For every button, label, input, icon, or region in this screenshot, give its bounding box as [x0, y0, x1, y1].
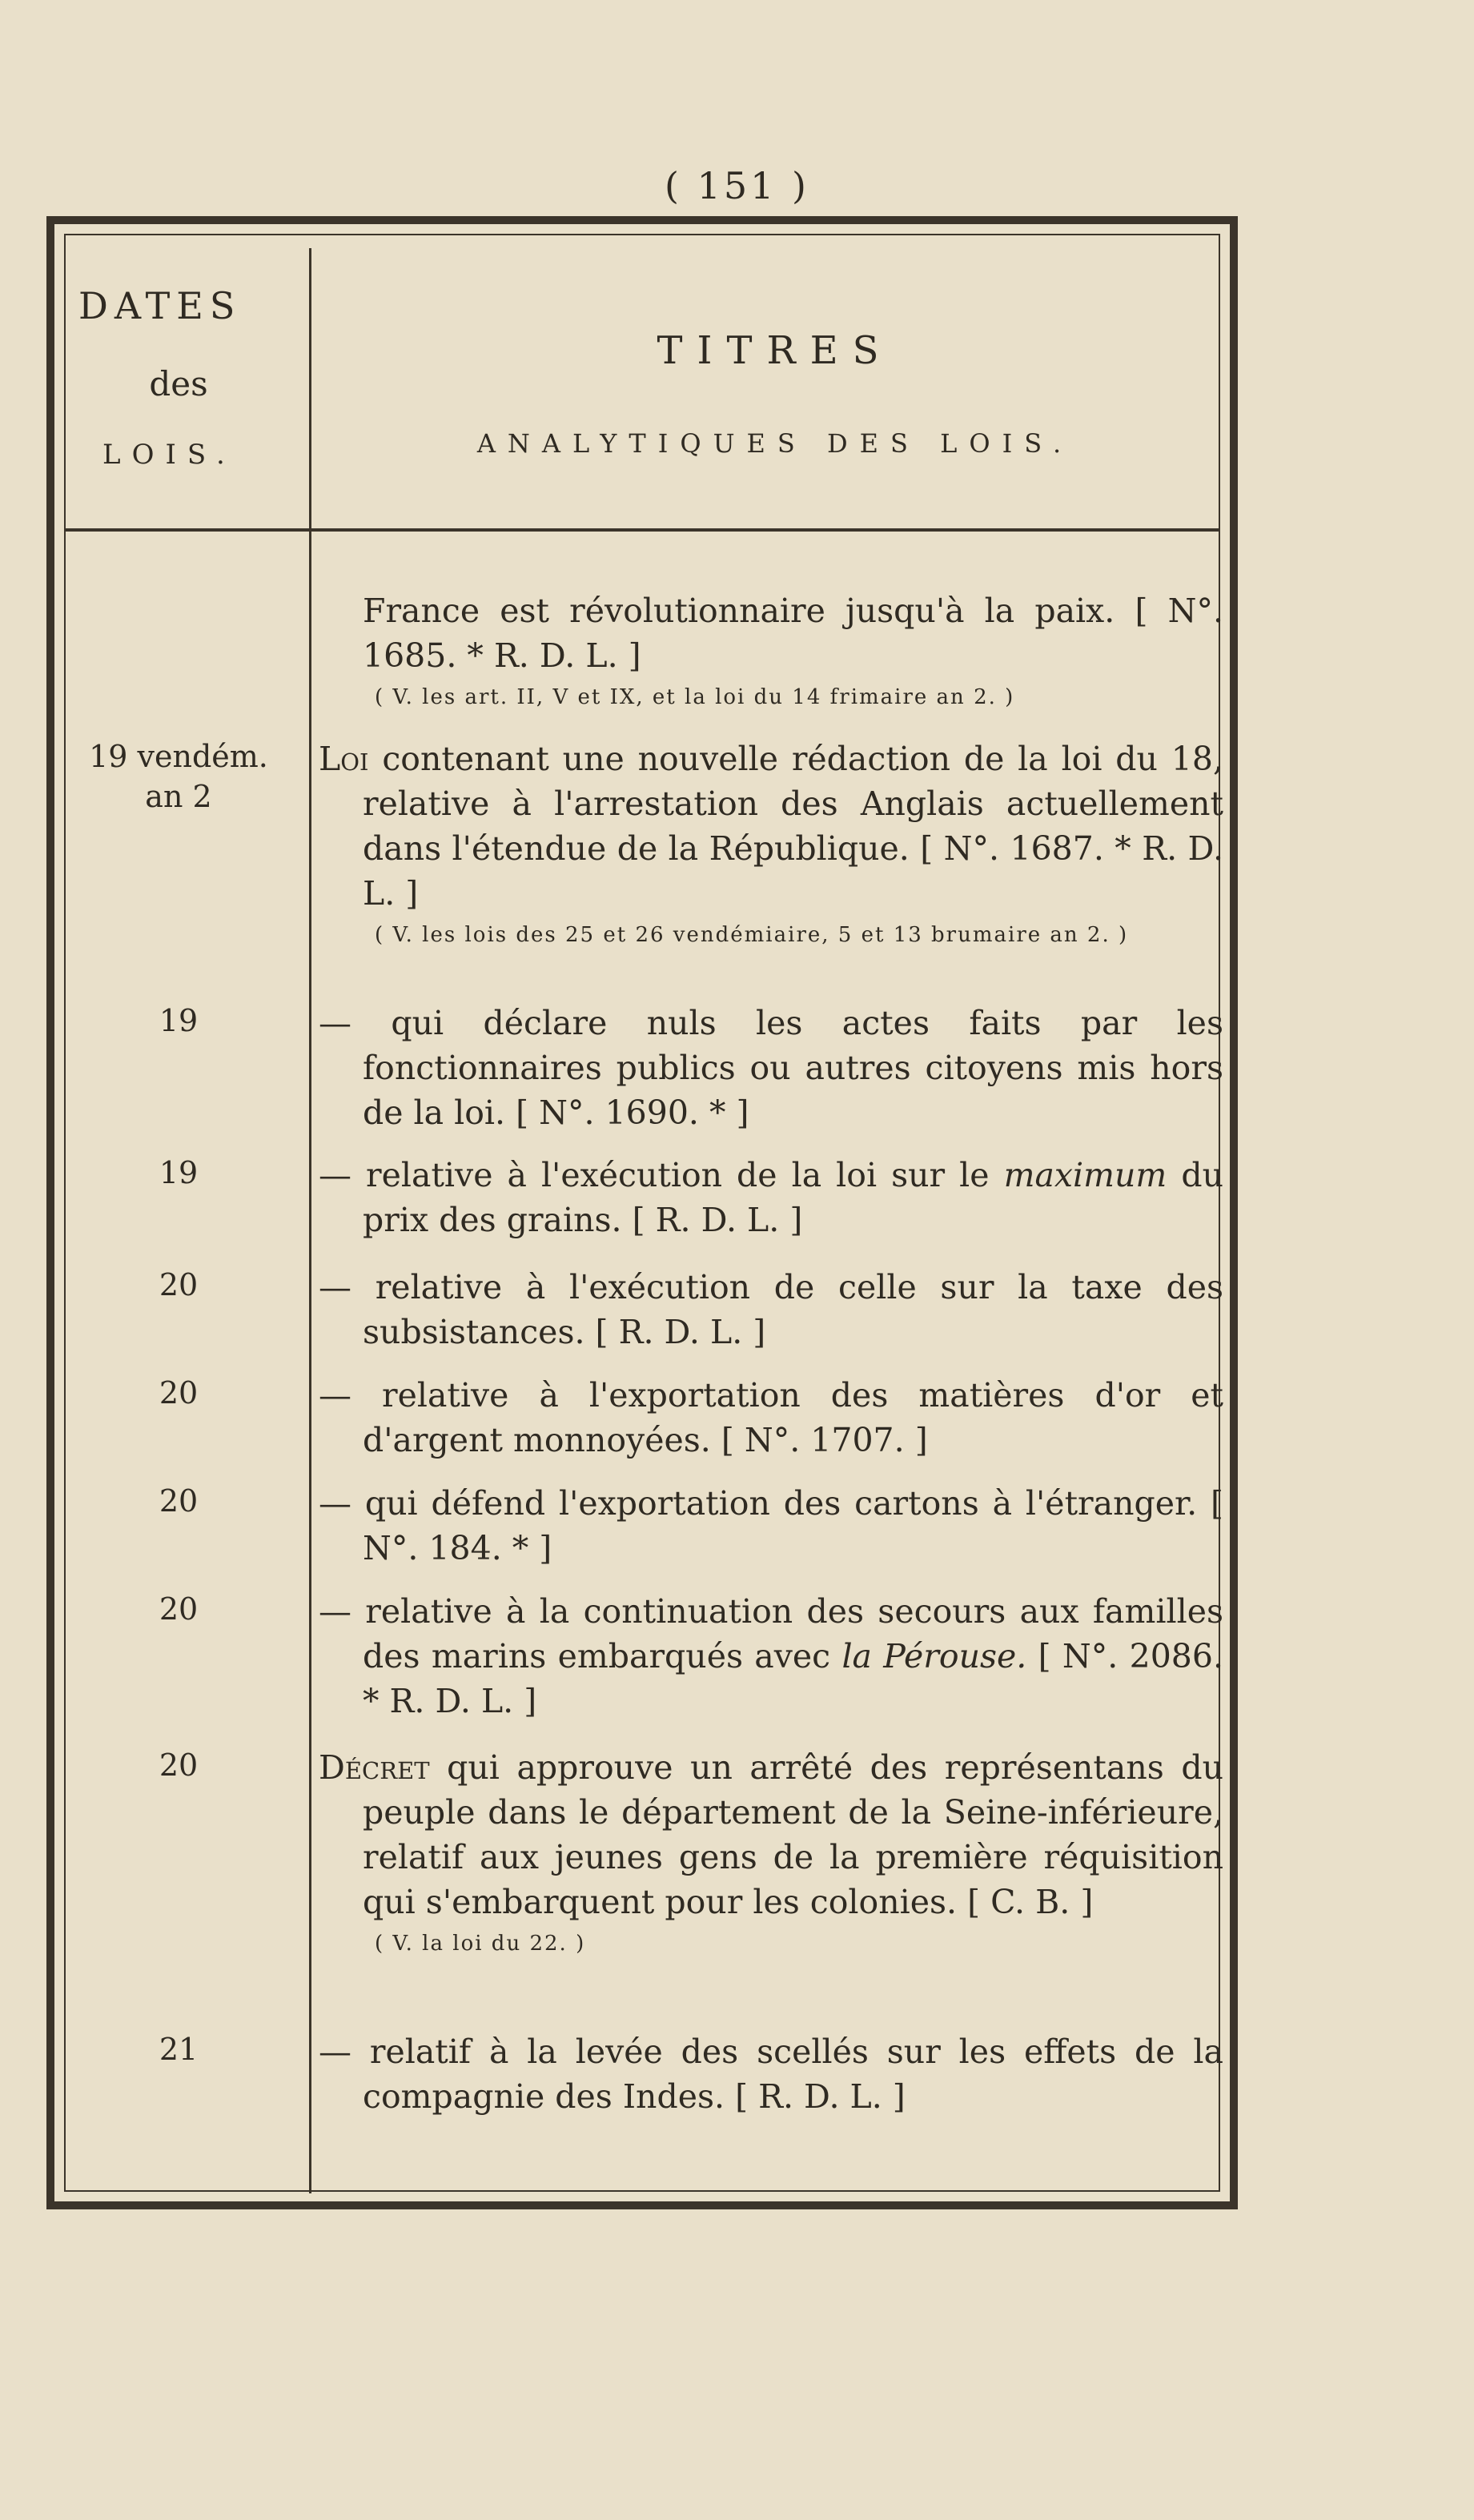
entry-title — [319, 1589, 1223, 1723]
entry-note: ( V. la loi du 22. ) — [375, 1932, 586, 1956]
header-des: des — [149, 364, 208, 403]
entry-text: — relative à l'exécution de celle sur la taxe des subsistances. [ R. D. L. ] — [319, 1268, 1223, 1351]
entry-note: ( V. les art. II, V et IX, et la loi du 14 frimaire an 2. ) — [375, 685, 1015, 709]
entry-text: France est révolutionnaire jusqu'à la paix. [ N°. 1685. * R. D. L. ] — [363, 592, 1223, 675]
entry-text: [ N°. 2086. * R. D. L. ] — [363, 1637, 1223, 1720]
entry-date: 20 — [159, 1483, 199, 1519]
entry-date: 20 — [159, 1267, 199, 1302]
column-divider — [309, 248, 311, 2193]
entry-title — [319, 588, 1223, 712]
entry-lead: Loi — [319, 740, 369, 778]
entry-text: qui approuve un arrêté des représentans du peuple dans le département de la Seine-inférieure, relatif aux jeunes gens de la première réquisition qui s'embarquent pour les colonies. [ C. B. ] — [363, 1748, 1223, 1921]
entry-date: 19 vendém. an 2 — [89, 739, 268, 814]
entry-date: 21 — [159, 2032, 199, 2067]
entry-date: 20 — [159, 1748, 199, 1783]
entry-title — [319, 736, 1223, 949]
entry-text: — qui défend l'exportation des cartons à l'étranger. [ N°. 184. * ] — [319, 1484, 1223, 1567]
entry-date: 20 — [159, 1375, 199, 1410]
entry-title — [319, 1265, 1223, 1354]
entry-title — [319, 1745, 1223, 1958]
entry-date: 20 — [159, 1591, 199, 1627]
entry-text: contenant une nouvelle rédaction de la loi du 18, relative à l'arrestation des Anglais actuellement dans l'étendue de la République. [ N°. 1687. * R. D. L. ] — [363, 740, 1223, 913]
entry-title — [319, 1001, 1223, 1135]
entry-title — [319, 2029, 1223, 2119]
header-dates: DATES — [78, 284, 242, 327]
entry-text: — relative à l'exécution de la loi sur le — [319, 1156, 990, 1194]
table-frame — [46, 216, 1238, 2209]
entry-text: du prix des grains. [ R. D. L. ] — [363, 1156, 1223, 1239]
entry-text: — relatif à la levée des scellés sur les effets de la compagnie des Indes. [ R. D. L. ] — [319, 2032, 1223, 2116]
entry-title — [319, 1373, 1223, 1463]
entry-italic: la Pérouse. — [841, 1637, 1027, 1675]
entry-text: — relative à la continuation des secours aux familles des marins embarqués avec — [319, 1592, 1223, 1675]
entry-note: ( V. les lois des 25 et 26 vendémiaire, 5 et 13 brumaire an 2. ) — [375, 923, 1129, 947]
header-analytiques: ANALYTIQUES DES LOIS. — [476, 428, 1074, 459]
header-lois: LOIS. — [102, 439, 236, 471]
header-titres: TITRES — [657, 328, 894, 373]
page-number: ( 151 ) — [665, 164, 809, 207]
entry-italic: maximum — [1003, 1156, 1167, 1194]
header-rule — [64, 528, 1220, 532]
entry-text: — relative à l'exportation des matières d'or et d'argent monnoyées. [ N°. 1707. ] — [319, 1376, 1223, 1459]
entry-title — [319, 1481, 1223, 1571]
entry-date: 19 — [159, 1155, 199, 1190]
entry-title — [319, 1153, 1223, 1242]
entry-text: — qui déclare nuls les actes faits par les fonctionnaires publics ou autres citoyens mis hors de la loi. [ N°. 1690. * ] — [319, 1004, 1223, 1132]
entry-lead: Décret — [319, 1748, 430, 1787]
entry-date: 19 — [159, 1003, 199, 1038]
